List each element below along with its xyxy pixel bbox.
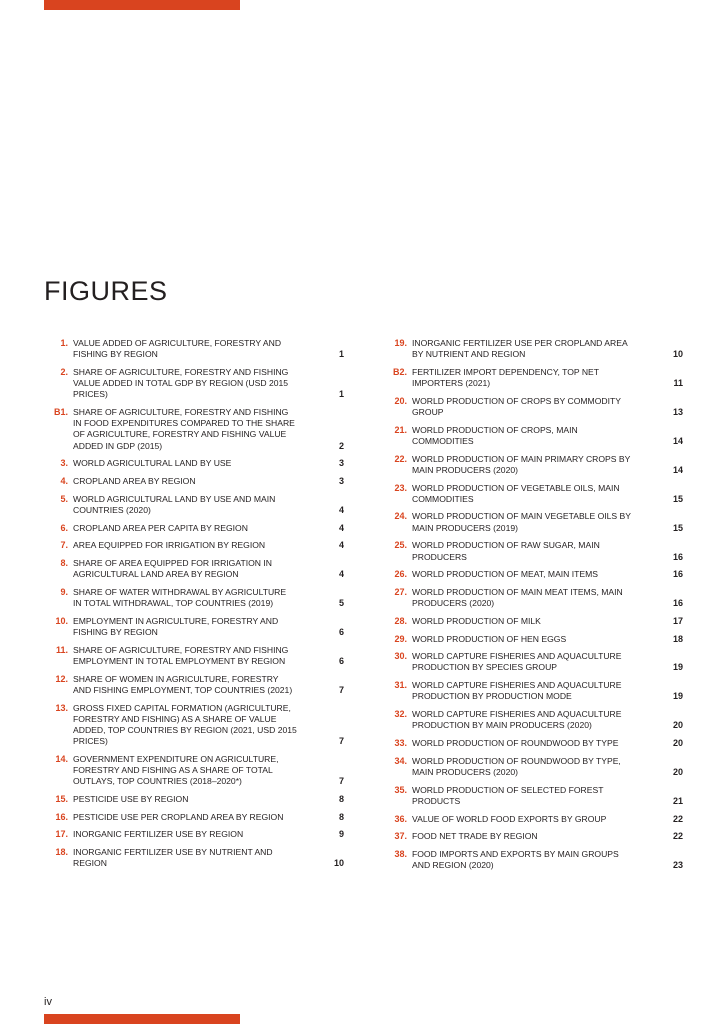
figure-page-number: 6: [338, 627, 344, 638]
figure-page-number: 16: [672, 551, 683, 562]
figure-entry[interactable]: [383, 738, 683, 749]
figure-title: SHARE OF WOMEN IN AGRICULTURE, FORESTRY AND FISHING EMPLOYMENT, TOP COUNTRIES (2021): [73, 673, 293, 695]
figure-page-number: 16: [672, 569, 683, 580]
figure-page-number: 10: [672, 349, 683, 360]
figure-number: 30.: [394, 651, 407, 662]
figure-entry[interactable]: [383, 785, 683, 807]
figure-title: WORLD CAPTURE FISHERIES AND AQUACULTURE PRODUCTION BY PRODUCTION MODE: [412, 680, 622, 702]
page-folio: iv: [44, 996, 52, 1008]
figure-entry[interactable]: [383, 396, 683, 418]
figure-page-number: 23: [672, 860, 683, 871]
figure-title: SHARE OF AGRICULTURE, FORESTRY AND FISHING IN FOOD EXPENDITURES COMPARED TO THE SHARE OF AGRICULTURE, FORESTRY AND FISHING VALUE ADDED IN GDP (2015): [73, 407, 295, 451]
figure-number: 11.: [55, 644, 68, 655]
figure-entry[interactable]: [44, 558, 344, 580]
figure-page-number: 17: [672, 615, 683, 626]
figure-page-number: 15: [672, 493, 683, 504]
figure-page-number: 4: [338, 504, 344, 515]
figure-page-number: 7: [338, 736, 344, 747]
figure-page-number: 22: [672, 813, 683, 824]
figure-entry[interactable]: [44, 407, 344, 452]
figure-number: 21.: [394, 424, 407, 435]
figure-page-number: 15: [672, 522, 683, 533]
figure-title: FERTILIZER IMPORT DEPENDENCY, TOP NET IMPORTERS (2021): [412, 366, 599, 389]
figure-entry[interactable]: [383, 756, 683, 778]
figure-page-number: 21: [672, 795, 683, 806]
figure-title: SHARE OF WATER WITHDRAWAL BY AGRICULTURE IN TOTAL WITHDRAWAL, TOP COUNTRIES (2019): [73, 586, 287, 609]
figure-entry[interactable]: [44, 476, 344, 487]
figure-number: 12.: [55, 673, 68, 684]
figure-entry[interactable]: [44, 847, 344, 869]
figure-title: FOOD IMPORTS AND EXPORTS BY MAIN GROUPS AND REGION (2020): [412, 848, 619, 871]
figure-page-number: 4: [338, 569, 344, 580]
figure-page-number: 8: [338, 811, 344, 822]
figure-title: FOOD NET TRADE BY REGION: [412, 831, 538, 842]
figure-number: B2.: [392, 366, 407, 377]
figure-entry[interactable]: [44, 794, 344, 805]
figure-page-number: 18: [672, 633, 683, 644]
figure-page-number: 10: [333, 858, 344, 869]
figure-title: PESTICIDE USE PER CROPLAND AREA BY REGION: [73, 811, 284, 822]
figure-number: 25.: [394, 540, 407, 551]
figure-page-number: 1: [338, 349, 344, 360]
figure-entry[interactable]: [44, 458, 344, 469]
figure-entry[interactable]: [383, 831, 683, 842]
figure-entry[interactable]: [383, 483, 683, 505]
figures-list-left: [44, 338, 344, 876]
figure-page-number: 4: [338, 540, 344, 551]
figure-number: 16.: [55, 811, 68, 822]
figure-entry[interactable]: [44, 494, 344, 516]
figure-title: WORLD PRODUCTION OF ROUNDWOOD BY TYPE, MAIN PRODUCERS (2020): [412, 755, 621, 777]
figure-title: WORLD CAPTURE FISHERIES AND AQUACULTURE PRODUCTION BY SPECIES GROUP: [412, 651, 622, 673]
figure-entry[interactable]: [44, 645, 344, 667]
figure-number: 22.: [394, 453, 407, 464]
figure-entry[interactable]: [383, 680, 683, 702]
figure-number: 24.: [394, 511, 407, 522]
figure-page-number: 1: [338, 389, 344, 400]
figure-entry[interactable]: [383, 849, 683, 871]
figure-entry[interactable]: [44, 338, 344, 360]
figure-title: WORLD PRODUCTION OF SELECTED FOREST PRODUCTS: [412, 784, 604, 806]
figure-title: INORGANIC FERTILIZER USE PER CROPLAND AREA BY NUTRIENT AND REGION: [412, 338, 628, 360]
figure-number: 6.: [60, 522, 68, 533]
figure-number: 7.: [60, 540, 68, 551]
figure-number: 23.: [394, 482, 407, 493]
figure-number: 34.: [394, 755, 407, 766]
figure-title: SHARE OF AGRICULTURE, FORESTRY AND FISHING VALUE ADDED IN TOTAL GDP BY REGION (USD 2015 PRICES): [73, 366, 289, 400]
figure-page-number: 2: [338, 440, 344, 451]
figure-number: 18.: [55, 847, 68, 858]
figure-number: 28.: [394, 615, 407, 626]
figure-number: B1.: [53, 407, 68, 418]
figure-page-number: 14: [672, 464, 683, 475]
figures-list-right: [383, 338, 683, 878]
figure-entry[interactable]: [44, 523, 344, 534]
figure-page-number: 20: [672, 766, 683, 777]
figure-title: WORLD PRODUCTION OF MEAT, MAIN ITEMS: [412, 569, 599, 580]
figure-entry[interactable]: [383, 569, 683, 580]
figure-title: VALUE OF WORLD FOOD EXPORTS BY GROUP: [412, 813, 607, 824]
figure-title: WORLD PRODUCTION OF CROPS BY COMMODITY GROUP: [412, 395, 621, 418]
figure-number: 26.: [394, 569, 407, 580]
figure-title: WORLD AGRICULTURAL LAND BY USE AND MAIN COUNTRIES (2020): [73, 493, 276, 515]
figure-title: SHARE OF AREA EQUIPPED FOR IRRIGATION IN AGRICULTURAL LAND AREA BY REGION: [73, 558, 272, 580]
figure-title: SHARE OF AGRICULTURE, FORESTRY AND FISHING EMPLOYMENT IN TOTAL EMPLOYMENT BY REGION: [73, 644, 289, 666]
figure-entry[interactable]: [383, 634, 683, 645]
figure-title: WORLD PRODUCTION OF MILK: [412, 615, 541, 626]
bottom-accent-bar: [44, 1014, 240, 1024]
figure-title: WORLD PRODUCTION OF CROPS, MAIN COMMODITIES: [412, 424, 578, 446]
figure-number: 1.: [60, 338, 68, 348]
figure-title: EMPLOYMENT IN AGRICULTURE, FORESTRY AND FISHING BY REGION: [73, 615, 279, 638]
figure-page-number: 8: [338, 794, 344, 804]
figure-number: 35.: [394, 784, 407, 795]
figure-page-number: 20: [672, 737, 683, 748]
figure-title: CROPLAND AREA BY REGION: [73, 476, 196, 487]
figure-number: 36.: [394, 813, 407, 824]
figure-page-number: 19: [672, 691, 683, 702]
figure-page-number: 6: [338, 655, 344, 666]
figure-page-number: 13: [672, 407, 683, 418]
figure-page-number: 5: [338, 598, 344, 609]
figure-page-number: 3: [338, 458, 344, 469]
figure-number: 15.: [55, 794, 68, 804]
figure-title: WORLD AGRICULTURAL LAND BY USE: [73, 458, 232, 469]
figure-entry[interactable]: [44, 829, 344, 840]
figure-page-number: 14: [672, 435, 683, 446]
figure-entry[interactable]: [383, 425, 683, 447]
figure-number: 10.: [55, 615, 68, 626]
figure-entry[interactable]: [44, 703, 344, 748]
figure-entry[interactable]: [44, 754, 344, 788]
figure-number: 31.: [394, 680, 407, 691]
figure-title: WORLD PRODUCTION OF ROUNDWOOD BY TYPE: [412, 737, 619, 748]
figure-entry[interactable]: [383, 540, 683, 562]
figure-entry[interactable]: [44, 540, 344, 551]
figure-entry[interactable]: [383, 511, 683, 533]
figure-number: 9.: [60, 586, 68, 597]
figure-title: WORLD CAPTURE FISHERIES AND AQUACULTURE PRODUCTION BY MAIN PRODUCERS (2020): [412, 709, 622, 731]
figure-title: INORGANIC FERTILIZER USE BY NUTRIENT AND REGION: [73, 847, 273, 869]
figure-title: GROSS FIXED CAPITAL FORMATION (AGRICULTURE, FORESTRY AND FISHING) AS A SHARE OF VALUE ADDED, TOP COUNTRIES BY REGION (2021, USD 2015 PRICES): [73, 702, 297, 747]
figure-title: CROPLAND AREA PER CAPITA BY REGION: [73, 522, 248, 533]
figure-page-number: 16: [672, 598, 683, 609]
figure-entry[interactable]: [44, 616, 344, 638]
figure-title: WORLD PRODUCTION OF HEN EGGS: [412, 633, 567, 644]
figure-number: 13.: [55, 702, 68, 713]
figure-title: WORLD PRODUCTION OF MAIN VEGETABLE OILS BY MAIN PRODUCERS (2019): [412, 511, 631, 533]
figure-title: WORLD PRODUCTION OF MAIN MEAT ITEMS, MAIN PRODUCERS (2020): [412, 586, 623, 609]
figure-entry[interactable]: [383, 709, 683, 731]
figure-number: 38.: [394, 848, 407, 859]
top-accent-bar: [44, 0, 240, 10]
figure-title: AREA EQUIPPED FOR IRRIGATION BY REGION: [73, 540, 266, 551]
figure-number: 20.: [394, 395, 407, 406]
figure-page-number: 11: [673, 378, 683, 389]
figure-title: INORGANIC FERTILIZER USE BY REGION: [73, 829, 244, 840]
figure-title: WORLD PRODUCTION OF MAIN PRIMARY CROPS BY MAIN PRODUCERS (2020): [412, 453, 631, 475]
figure-page-number: 19: [672, 662, 683, 673]
figure-title: GOVERNMENT EXPENDITURE ON AGRICULTURE, FORESTRY AND FISHING AS A SHARE OF TOTAL OUTLAYS, TOP COUNTRIES (2018–2020*): [73, 753, 279, 787]
figure-title: VALUE ADDED OF AGRICULTURE, FORESTRY AND FISHING BY REGION: [73, 338, 282, 360]
figure-title: PESTICIDE USE BY REGION: [73, 794, 189, 804]
figure-number: 27.: [394, 586, 407, 597]
figure-number: 14.: [55, 753, 68, 764]
figure-number: 8.: [60, 558, 68, 569]
figure-page-number: 22: [672, 831, 683, 842]
figure-number: 19.: [394, 338, 407, 348]
figure-page-number: 7: [338, 776, 344, 787]
figure-number: 37.: [394, 831, 407, 842]
figure-entry[interactable]: [383, 454, 683, 476]
figure-page-number: 4: [338, 522, 344, 533]
figure-page-number: 7: [338, 684, 344, 695]
figure-title: WORLD PRODUCTION OF VEGETABLE OILS, MAIN COMMODITIES: [412, 482, 620, 504]
figure-entry[interactable]: [383, 651, 683, 673]
figure-number: 32.: [394, 709, 407, 720]
figure-number: 5.: [60, 493, 68, 504]
figure-entry[interactable]: [383, 338, 683, 360]
figure-entry[interactable]: [44, 812, 344, 823]
figure-number: 33.: [394, 737, 407, 748]
figure-number: 4.: [60, 476, 68, 487]
figure-number: 3.: [60, 458, 68, 469]
figure-entry[interactable]: [383, 616, 683, 627]
figure-entry[interactable]: [44, 587, 344, 609]
figure-entry[interactable]: [44, 674, 344, 696]
figure-page-number: 3: [338, 476, 344, 487]
figure-entry[interactable]: [383, 814, 683, 825]
figure-entry[interactable]: [383, 367, 683, 389]
figure-number: 29.: [394, 633, 407, 644]
figure-number: 2.: [60, 366, 68, 377]
figure-entry[interactable]: [44, 367, 344, 401]
figure-page-number: 9: [338, 829, 344, 840]
page-heading: FIGURES: [44, 276, 168, 306]
figure-page-number: 20: [672, 720, 683, 731]
figure-entry[interactable]: [383, 587, 683, 609]
figure-title: WORLD PRODUCTION OF RAW SUGAR, MAIN PRODUCERS: [412, 540, 600, 562]
figure-number: 17.: [55, 829, 68, 840]
